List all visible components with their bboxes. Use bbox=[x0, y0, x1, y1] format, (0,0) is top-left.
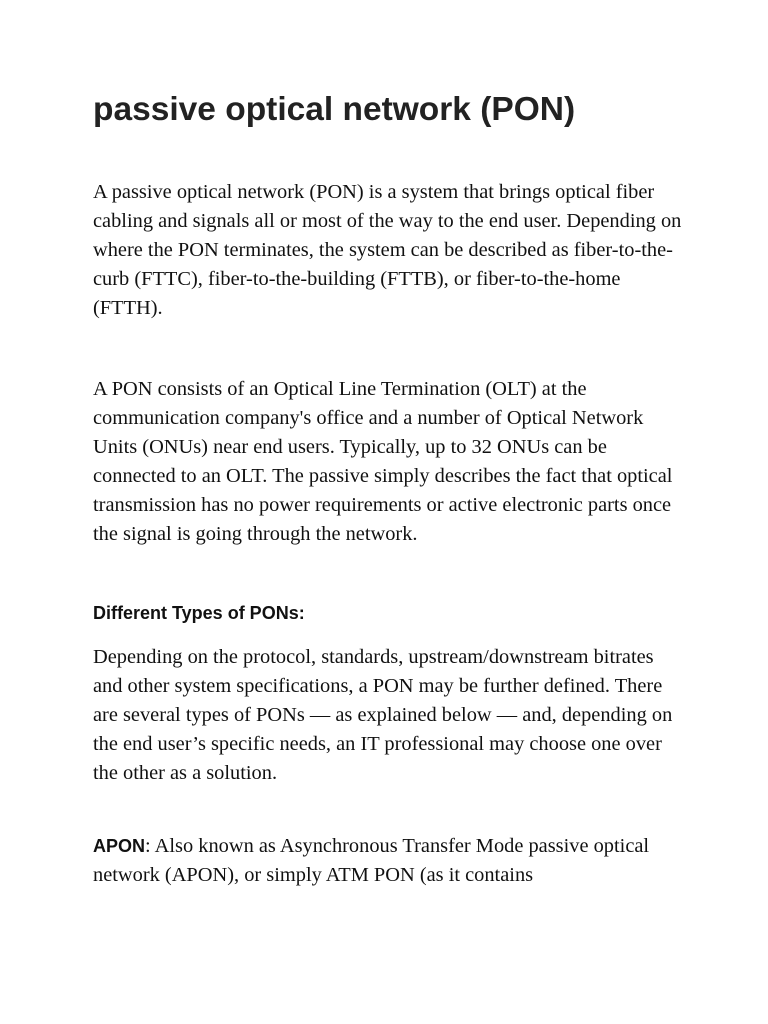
apon-term: APON bbox=[93, 836, 146, 856]
document-content bbox=[93, 90, 683, 890]
spacer bbox=[93, 788, 683, 832]
apon-text: Also known as Asynchronous Transfer Mode passive optical network (APON), or simply ATM PON (as it contains bbox=[93, 835, 650, 886]
intro-paragraph: A passive optical network (PON) is a system that brings optical fiber cabling and signals all or most of the way to the end user. Depending on where the PON terminates, the system can be described as fiber-to-the-curb (FTTC), fiber-to-the-building (FTTB), or fiber-to-the-home (FTTH). bbox=[93, 181, 682, 319]
pon-types-paragraph: Depending on the protocol, standards, upstream/downstream bitrates and other system specifications, a PON may be further defined. There are several types of PONs — as explained below — and, depending on the end user’s specific needs, an IT professional may choose one over the other as a solution. bbox=[93, 646, 673, 784]
spacer bbox=[93, 549, 683, 601]
section-heading: Different Types of PONs: bbox=[93, 603, 305, 623]
pon-components-paragraph: A PON consists of an Optical Line Termination (OLT) at the communication company's office and a number of Optical Network Units (ONUs) near end users. Typically, up to 32 ONUs can be connected to an OLT. The passive simply describes the fact that optical transmission has no power requirements or active electronic parts once the signal is going through the network. bbox=[93, 378, 673, 545]
page-title: passive optical network (PON) bbox=[93, 91, 576, 128]
spacer bbox=[93, 625, 683, 643]
apon-paragraph bbox=[93, 832, 683, 890]
spacer bbox=[93, 323, 683, 375]
apon-separator: : bbox=[145, 835, 151, 857]
